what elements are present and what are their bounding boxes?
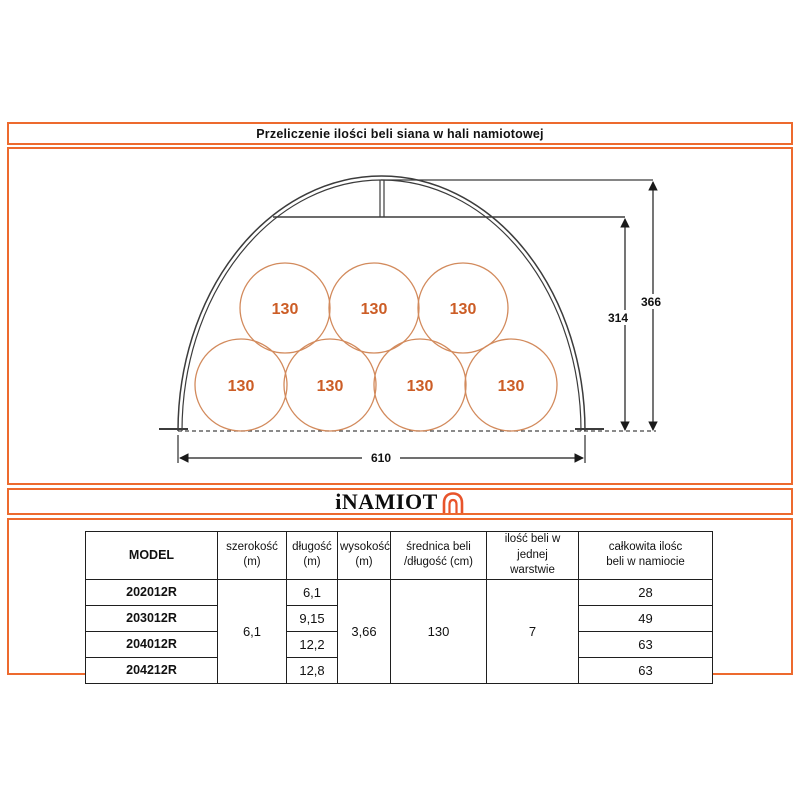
dim-outer-height-label: 366 <box>640 295 662 309</box>
header-unit: (m) <box>355 556 373 569</box>
cell-total: 63 <box>579 657 713 683</box>
brand-logo-text: iNAMIOT <box>335 488 438 514</box>
header-text: wysokość <box>340 540 390 553</box>
bale-diameter-label: 130 <box>449 301 477 318</box>
hay-bale <box>284 339 376 431</box>
bale-diameter-label: 130 <box>227 378 255 395</box>
models-table <box>85 531 713 684</box>
header-text: warstwie <box>510 564 555 577</box>
col-header-width <box>218 532 287 580</box>
table-row <box>86 579 713 605</box>
header-text: MODEL <box>128 547 175 562</box>
col-header-length <box>287 532 338 580</box>
hay-bale <box>465 339 557 431</box>
header-text: średnica beli <box>406 540 471 553</box>
bale-diameter-label: 130 <box>406 378 434 395</box>
cell-model: 204012R <box>86 631 218 657</box>
header-text: beli w namiocie <box>606 556 685 569</box>
header-unit: (m) <box>243 556 261 569</box>
hay-bale <box>195 339 287 431</box>
cell-total: 28 <box>579 579 713 605</box>
cell-total: 49 <box>579 605 713 631</box>
cell-total: 63 <box>579 631 713 657</box>
header-text: ilość beli w jednej <box>504 533 561 561</box>
cell-width-merged: 6,1 <box>218 579 287 683</box>
header-text: szerokość <box>226 540 278 553</box>
diagram-panel <box>7 147 793 485</box>
brand-bar <box>7 488 793 515</box>
table-panel <box>7 518 793 678</box>
col-header-height <box>338 532 391 580</box>
header-text: długość <box>292 540 332 553</box>
dim-width-label: 610 <box>370 451 392 465</box>
dimension-width <box>178 435 585 465</box>
bale-diameter-label: 130 <box>271 301 299 318</box>
col-header-bales-per-layer <box>487 532 579 580</box>
page-title: Przeliczenie ilości beli siana w hali namiotowej <box>256 126 544 141</box>
hay-bale <box>374 339 466 431</box>
bale-diameter-label: 130 <box>360 301 388 318</box>
dimension-inner-height <box>602 219 634 430</box>
cell-length: 12,2 <box>287 631 338 657</box>
hay-bale <box>329 263 419 353</box>
title-bar <box>7 122 793 145</box>
dim-inner-height-label: 314 <box>607 311 629 325</box>
cell-length: 9,15 <box>287 605 338 631</box>
dimension-outer-height <box>635 182 668 430</box>
col-header-bale-diameter <box>391 532 487 580</box>
header-unit: (m) <box>303 556 321 569</box>
cell-layer-merged: 7 <box>487 579 579 683</box>
cell-diameter-merged: 130 <box>391 579 487 683</box>
hay-bale <box>240 263 330 353</box>
col-header-total-bales <box>579 532 713 580</box>
table-header-row <box>86 532 713 580</box>
tent-icon <box>441 491 465 513</box>
cell-length: 12,8 <box>287 657 338 683</box>
bale-diameter-label: 130 <box>497 378 525 395</box>
hay-bale <box>418 263 508 353</box>
bale-diameter-label: 130 <box>316 378 344 395</box>
header-text: całkowita ilośc <box>608 540 683 553</box>
cell-model: 204212R <box>86 657 218 683</box>
tent-roof-frame <box>273 180 653 217</box>
cell-model: 202012R <box>86 579 218 605</box>
col-header-model <box>86 532 218 580</box>
header-unit: /długość (cm) <box>403 556 474 569</box>
tent-cross-section-diagram <box>9 149 791 483</box>
cell-height-merged: 3,66 <box>338 579 391 683</box>
cell-model: 203012R <box>86 605 218 631</box>
cell-length: 6,1 <box>287 579 338 605</box>
